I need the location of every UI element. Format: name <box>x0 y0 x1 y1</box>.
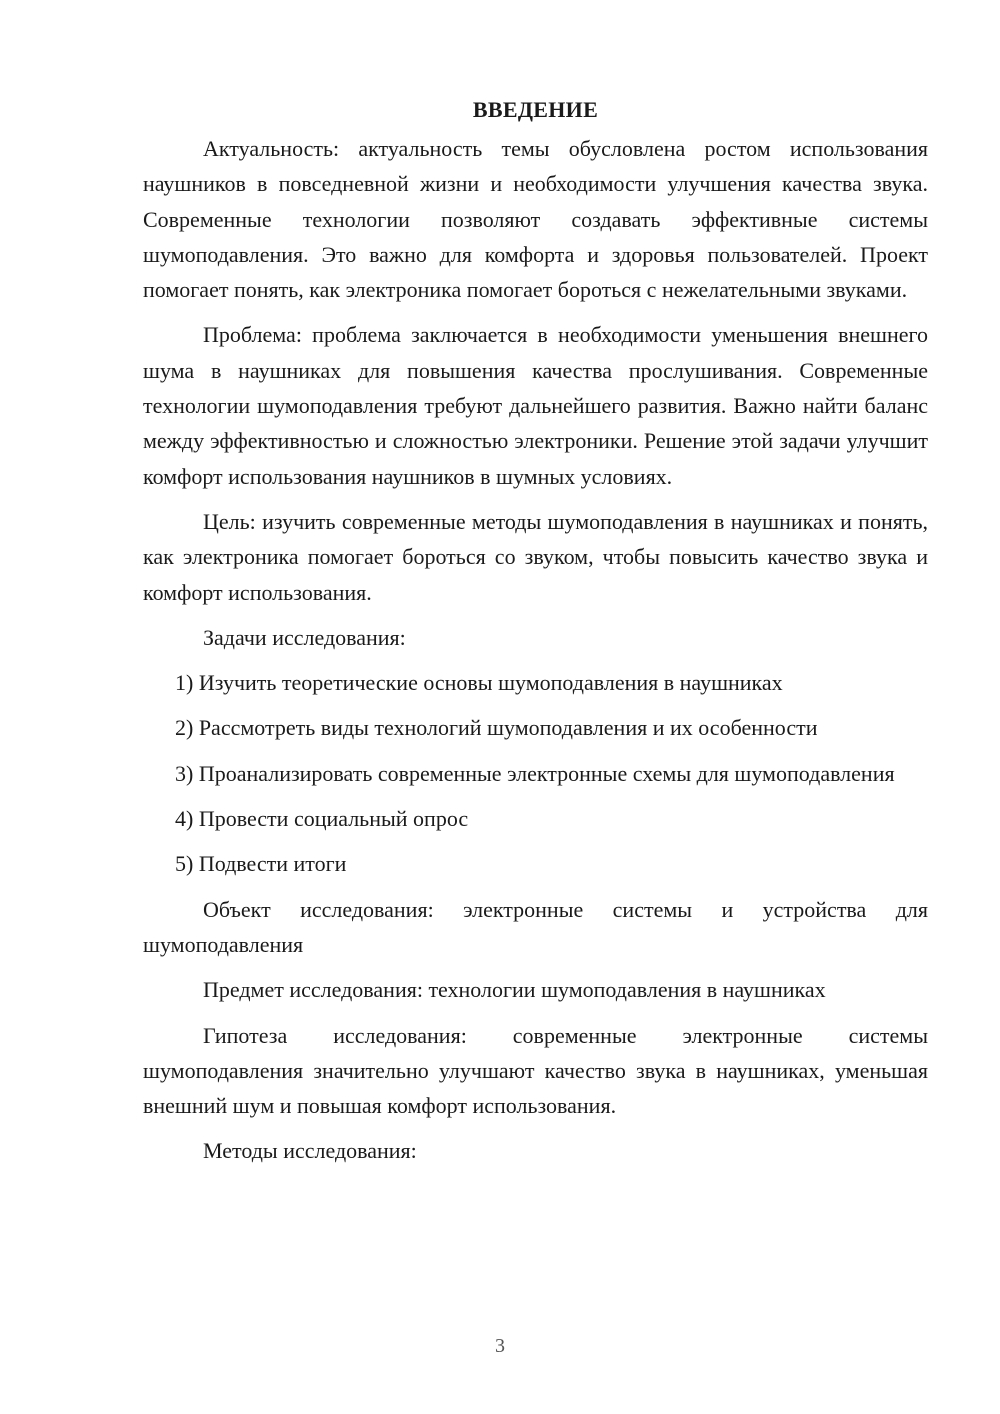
task-item: 3) Проанализировать современные электронные схемы для шумоподавления <box>175 760 895 786</box>
tasks-heading: Задачи исследования: <box>203 624 406 650</box>
object-paragraph: Объект исследования: электронные системы и устройства для шумоподавления <box>143 896 928 957</box>
subject-paragraph: Предмет исследования: технологии шумоподавления в наушниках <box>203 977 826 1003</box>
page-number: 3 <box>495 1335 505 1357</box>
task-item: 5) Подвести итоги <box>175 851 347 877</box>
task-item: 1) Изучить теоретические основы шумоподавления в наушниках <box>175 670 783 696</box>
relevance-paragraph: Актуальность: актуальность темы обусловлена ростом использования наушников в повседневной жизни и необходимости улучшения качества звука. Современные технологии позволяют создавать эффективные системы шумоподавления. Это важно для комфорта и здоровья пользователей. Проект помогает понять, как электроника помогает бороться с нежелательными звуками. <box>143 136 928 303</box>
methods-heading: Методы исследования: <box>203 1138 417 1164</box>
problem-paragraph: Проблема: проблема заключается в необходимости уменьшения внешнего шума в наушниках для повышения качества прослушивания. Современные технологии шумоподавления требуют дальнейшего развития. Важно найти баланс между эффективностью и сложностью электроники. Решение этой задачи улучшит комфорт использования наушников в шумных условиях. <box>143 322 928 489</box>
task-item: 4) Провести социальный опрос <box>175 806 469 832</box>
section-title: ВВЕДЕНИЕ <box>472 97 599 122</box>
goal-paragraph: Цель: изучить современные методы шумоподавления в наушниках и понять, как электроника помогает бороться со звуком, чтобы повысить качество звука и комфорт использования. <box>143 508 928 605</box>
hypothesis-paragraph: Гипотеза исследования: современные электронные системы шумоподавления значительно улучшают качество звука в наушниках, уменьшая внешний шум и повышая комфорт использования. <box>143 1022 928 1119</box>
document-page <box>143 92 928 1179</box>
task-item: 2) Рассмотреть виды технологий шумоподавления и их особенности <box>175 715 818 741</box>
